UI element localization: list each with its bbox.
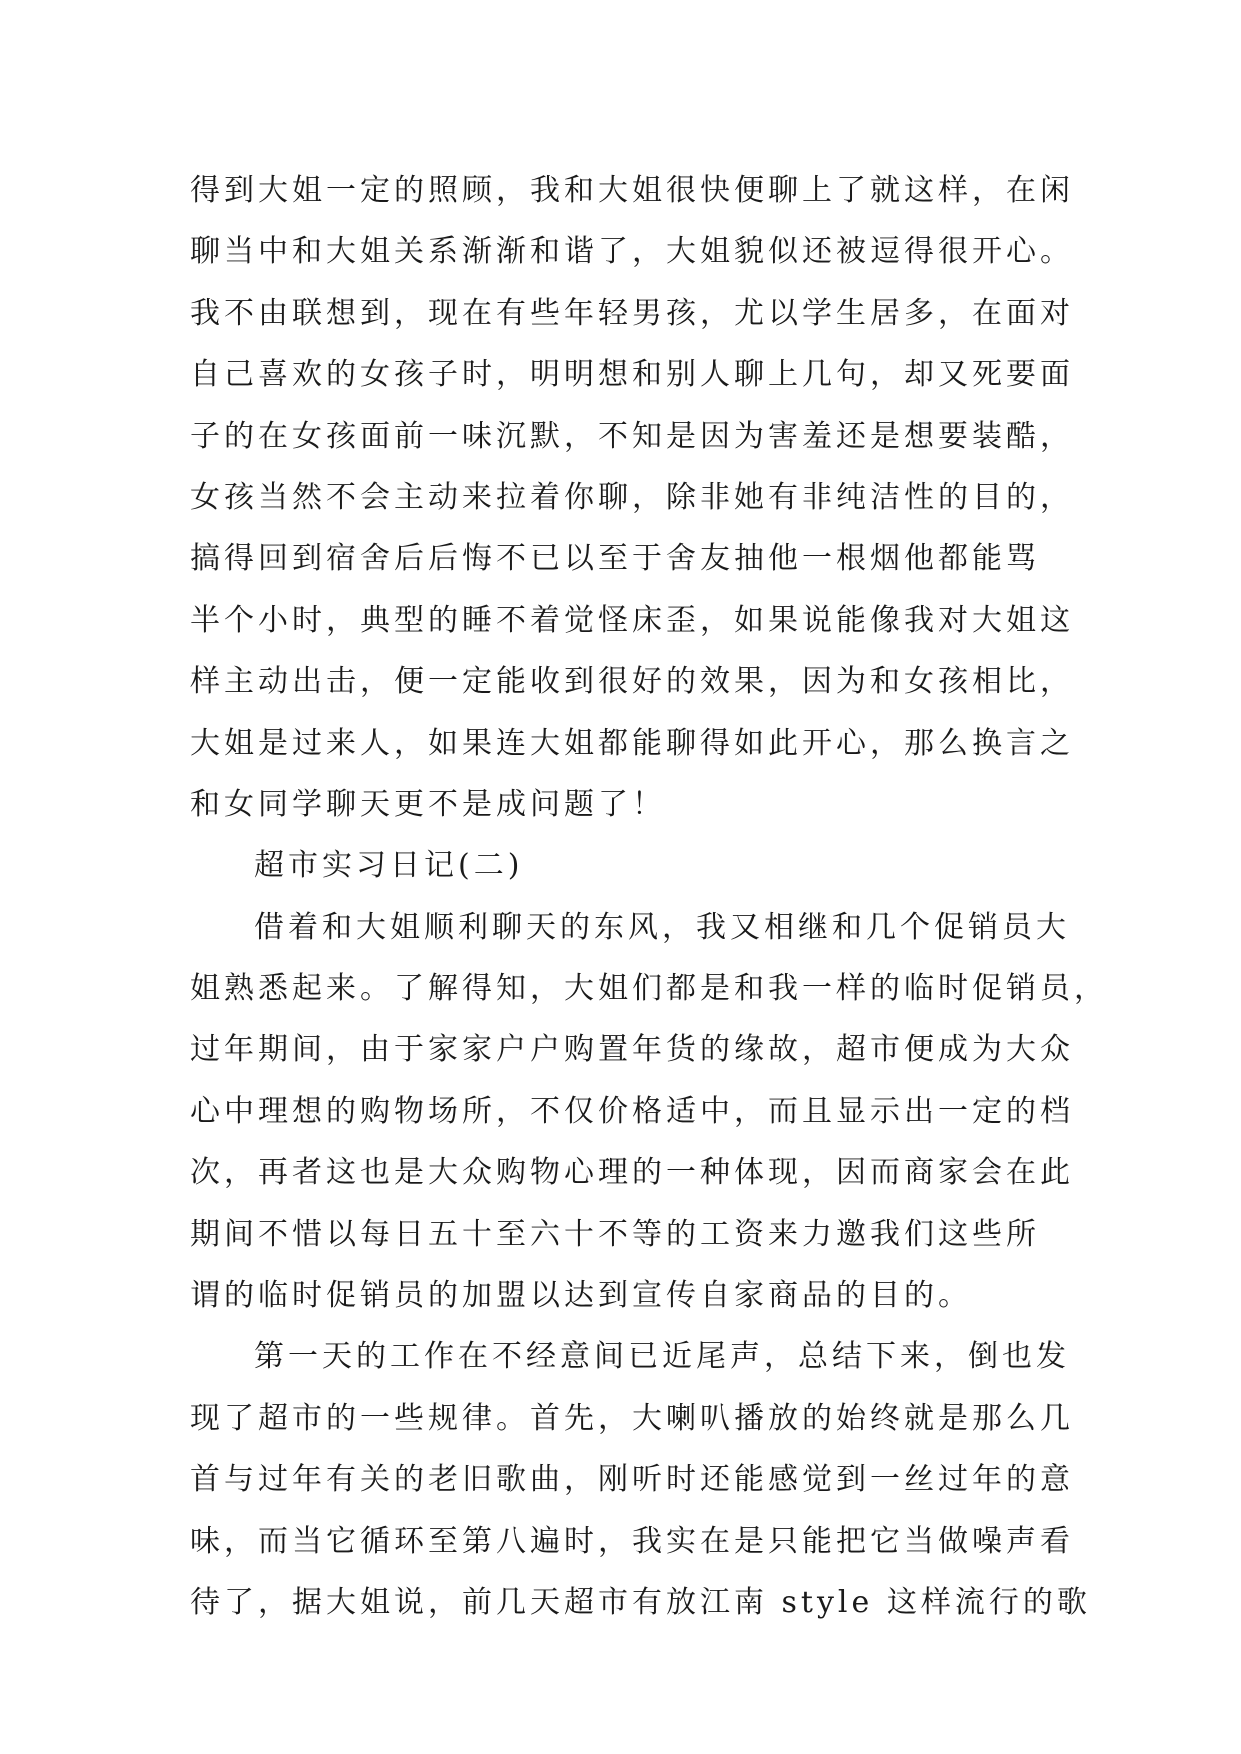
text-line: 过年期间，由于家家户户购置年货的缘故，超市便成为大众 [190, 1032, 1074, 1068]
section-heading: 超市实习日记(二) [254, 848, 524, 884]
text-line: 我不由联想到，现在有些年轻男孩，尤以学生居多，在面对 [190, 295, 1074, 331]
text-line: 首与过年有关的老旧歌曲，刚听时还能感觉到一丝过年的意 [190, 1462, 1074, 1498]
text-line: 半个小时，典型的睡不着觉怪床歪，如果说能像我对大姐这 [190, 602, 1074, 638]
text-line: 谓的临时促销员的加盟以达到宣传自家商品的目的。 [190, 1278, 972, 1314]
paragraph-first-line: 第一天的工作在不经意间已近尾声，总结下来，倒也发 [254, 1339, 1070, 1375]
text-line: 搞得回到宿舍后后悔不已以至于舍友抽他一根烟他都能骂 [190, 541, 1040, 577]
text-line: 自己喜欢的女孩子时，明明想和别人聊上几句，却又死要面 [190, 357, 1074, 393]
text-line: 姐熟悉起来。了解得知，大姐们都是和我一样的临时促销员， [190, 971, 1108, 1007]
text-line: 得到大姐一定的照顾，我和大姐很快便聊上了就这样，在闲 [190, 173, 1074, 208]
document-page [190, 160, 1108, 1633]
text-line: 和女同学聊天更不是成问题了！ [190, 786, 666, 822]
text-line: 待了，据大姐说，前几天超市有放江南 style 这样流行的歌 [190, 1584, 1091, 1620]
text-line: 样主动出击，便一定能收到很好的效果，因为和女孩相比， [190, 664, 1074, 700]
text-line: 味，而当它循环至第八遍时，我实在是只能把它当做噪声看 [190, 1523, 1074, 1559]
text-line: 期间不惜以每日五十至六十不等的工资来力邀我们这些所 [190, 1216, 1040, 1252]
text-line: 聊当中和大姐关系渐渐和谐了，大姐貌似还被逗得很开心。 [190, 234, 1074, 270]
paragraph-first-line: 借着和大姐顺利聊天的东风，我又相继和几个促销员大 [254, 909, 1070, 945]
text-line: 次，再者这也是大众购物心理的一种体现，因而商家会在此 [190, 1155, 1074, 1191]
text-line: 现了超市的一些规律。首先，大喇叭播放的始终就是那么几 [190, 1400, 1074, 1436]
text-line: 心中理想的购物场所，不仅价格适中，而且显示出一定的档 [190, 1093, 1074, 1129]
text-line: 子的在女孩面前一味沉默，不知是因为害羞还是想要装酷， [190, 418, 1074, 454]
text-line: 女孩当然不会主动来拉着你聊，除非她有非纯洁性的目的， [190, 479, 1074, 515]
text-line: 大姐是过来人，如果连大姐都能聊得如此开心，那么换言之 [190, 725, 1074, 761]
